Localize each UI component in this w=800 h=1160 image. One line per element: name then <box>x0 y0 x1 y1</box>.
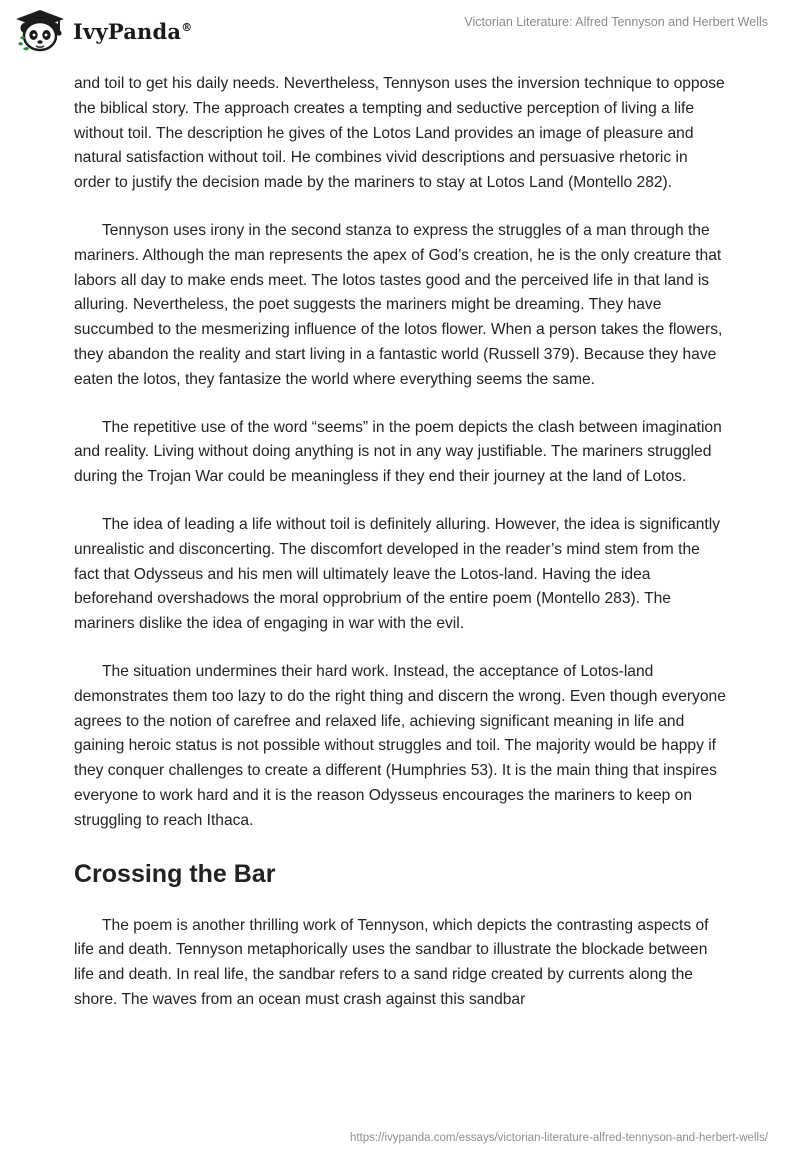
paragraph: The poem is another thrilling work of Tennyson, which depicts the contrasting aspects of life and death. Tennyson metaphorically uses the sandbar to illustrate the blockade between life and death. In real life, the sandbar refers to a sand ridge created by currents along the shore. The waves from an ocean must crash against this sandbar <box>74 916 709 1008</box>
paragraph: The repetitive use of the word “seems” in the poem depicts the clash between imagination and reality. Living without doing anything is not in any way justifiable. The mariners struggled during the Trojan War could be meaningless if they end their journey at the land of Lotos. <box>74 418 722 486</box>
section-heading: Crossing the Bar <box>74 859 276 888</box>
paragraph: The idea of leading a life without toil is definitely alluring. However, the idea is significantly unrealistic and disconcerting. The discomfort developed in the reader’s mind stem from the fact that Odysseus and his men will ultimately leave the Lotos-land. Having the idea beforehand overshadows the moral opprobrium of the entire poem (Montello 283). The mariners dislike the idea of engaging in war with the evil. <box>74 515 721 633</box>
ivypanda-logo[interactable] <box>14 8 192 52</box>
paragraph: The situation undermines their hard work. Instead, the acceptance of Lotos-land demonstrates them too lazy to do the right thing and discern the wrong. Even though everyone agrees to the notion of carefree and relaxed life, achieving significant meaning in life and gaining heroic status is not possible without struggles and toil. The majority would be happy if they conquer challenges to create a different (Humphries 53). It is the main thing that inspires everyone to work hard and it is the reason Odysseus encourages the mariners to keep on struggling to reach Ithaca. <box>74 662 726 829</box>
page-header <box>0 0 800 70</box>
paragraph: Tennyson uses irony in the second stanza to express the struggles of a man through the mariners. Although the man represents the apex of God’s creation, he is the only creature that labors all day to make ends meet. The lotos tastes good and the perceived life in that land is alluring. Nevertheless, the poet suggests the mariners might be dreaming. They have succumbed to the mesmerizing influence of the lotos flower. When a person takes the flowers, they abandon the reality and start living in a fantastic world (Russell 379). Because they have eaten the lotos, they fantasize the world where everything seems the same. <box>74 221 723 388</box>
brand-name: IvyPanda® <box>73 18 193 44</box>
essay-body <box>74 72 728 1036</box>
document-title: Victorian Literature: Alfred Tennyson and Herbert Wells <box>464 15 768 29</box>
paragraph: and toil to get his daily needs. Nevertheless, Tennyson uses the inversion technique to oppose the biblical story. The approach creates a tempting and seductive perception of living a life without toil. The description he gives of the Lotos Land provides an image of pleasure and natural satisfaction without toil. He combines vivid descriptions and persuasive rhetoric in order to justify the decision made by the mariners to stay at Lotos Land (Montello 282). <box>74 75 725 192</box>
panda-graduate-icon <box>14 8 66 52</box>
registered-mark: ® <box>181 20 193 34</box>
source-url[interactable]: https://ivypanda.com/essays/victorian-literature-alfred-tennyson-and-herbert-wells/ <box>349 1132 768 1144</box>
